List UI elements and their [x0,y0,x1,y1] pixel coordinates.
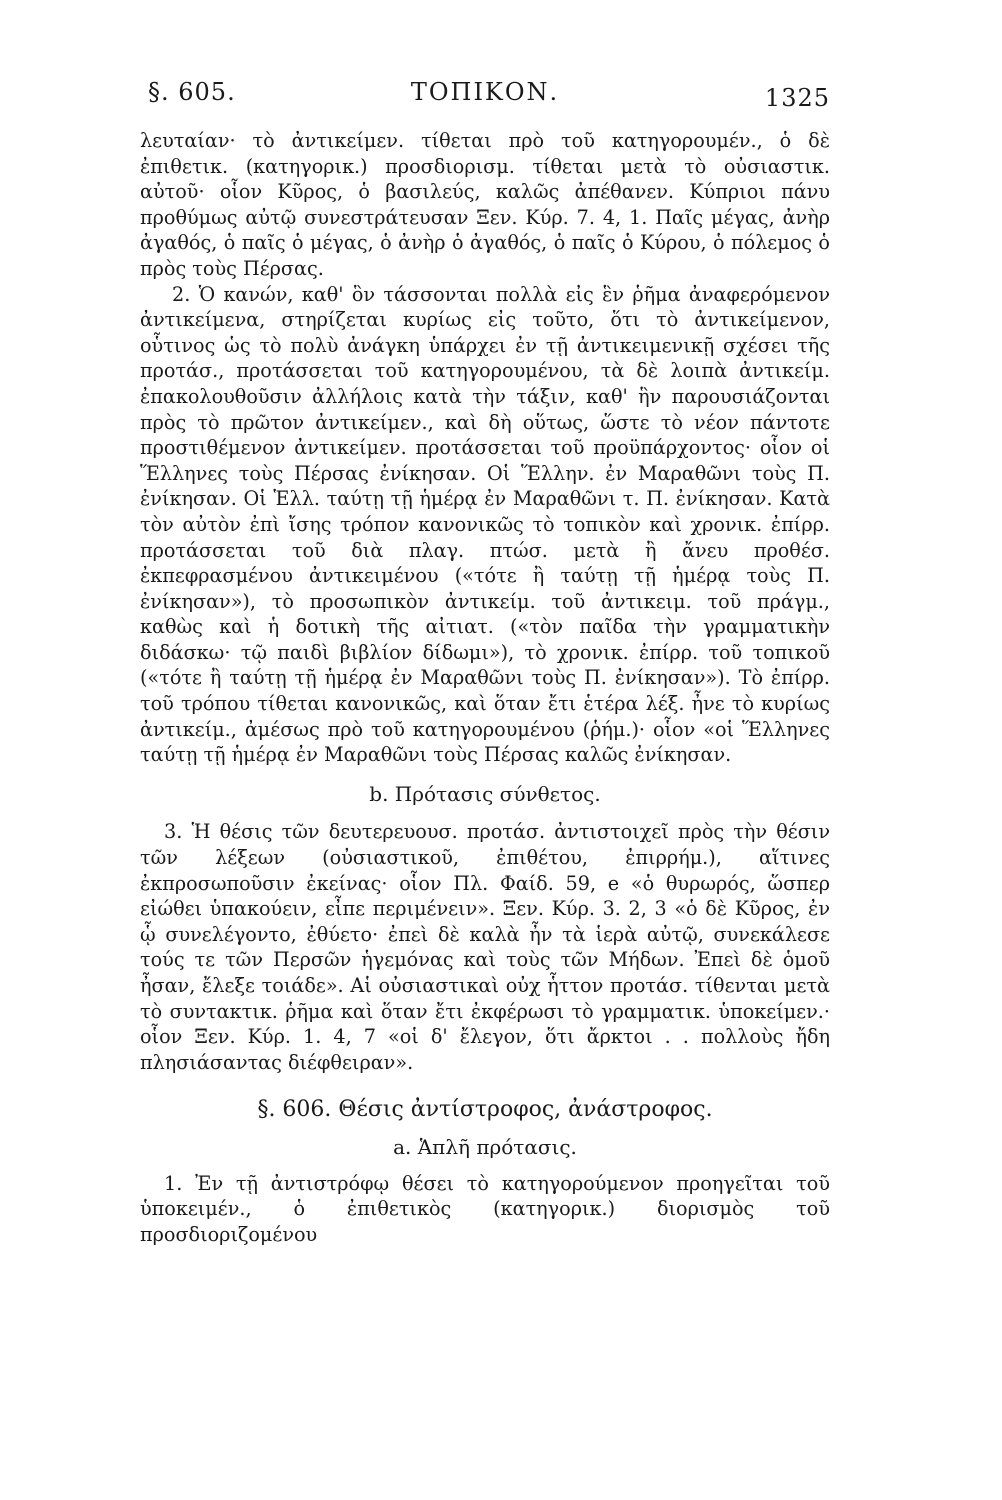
paragraph-2: 2. Ὁ κανών, καθ' ὃν τάσσονται πολλὰ εἰς ἓν ῥῆμα ἀναφερόμενον ἀντικείμενα, στηρίζεται κυρίως εἰς τοῦτο, ὅτι τὸ ἀντικείμενον, οὗτινος ὡς τὸ πολὺ ἀνάγκη ὑπάρχει ἐν τῇ ἀντικειμενικῇ σχέσει τῆς προτάσ., προτάσσεται τοῦ κατηγορουμένου, τὰ δὲ λοιπὰ ἀντικείμ. ἐπακολουθοῦσιν ἀλλήλοις κατὰ τὴν τάξιν, καθ' ἣν παρουσιάζονται πρὸς τὸ πρῶτον ἀντικείμεν., καὶ δὴ οὕτως, ὥστε τὸ νέον πάντοτε προστιθέμενον ἀντικείμεν. προτάσσεται τοῦ προϋπάρχοντος· οἷον οἱ Ἕλληνες τοὺς Πέρσας ἐνίκησαν. Οἱ Ἕλλην. ἐν Μαραθῶνι τοὺς Π. ἐνίκησαν. Οἱ Ἑλλ. ταύτῃ τῇ ἡμέρᾳ ἐν Μαραθῶνι τ. Π. ἐνίκησαν. Κατὰ τὸν αὐτὸν ἐπὶ ἴσης τρόπον κανονικῶς τὸ τοπικὸν καὶ χρονικ. ἐπίρρ. προτάσσεται τοῦ διὰ πλαγ. πτώσ. μετὰ ἢ ἄνευ προθέσ. ἐκπεφρασμένου ἀντικειμένου («τότε ἢ ταύτῃ τῇ ἡμέρᾳ τοὺς Π. ἐνίκησαν»), τὸ προσωπικὸν ἀντικείμ. τοῦ ἀντικειμ. τοῦ πράγμ., καθὼς καὶ ἡ δοτικὴ τῆς αἰτιατ. («τὸν παῖδα τὴν γραμματικὴν διδάσκω· τῷ παιδὶ βιβλίον δίδωμι»), τὸ χρονικ. ἐπίρρ. τοῦ τοπικοῦ («τότε ἢ ταύτῃ τῇ ἡμέρᾳ ἐν Μαραθῶνι τοὺς Π. ἐνίκησαν»). Τὸ ἐπίρρ. τοῦ τρόπου τίθεται κανονικῶς, καὶ ὅταν ἔτι ἑτέρα λέξ. ἦνε τὸ κυρίως ἀντικείμ., ἀμέσως πρὸ τοῦ κατηγορουμένου (ῥήμ.)· οἷον «οἱ Ἕλληνες ταύτῃ τῇ ἡμέρᾳ ἐν Μαραθῶνι τοὺς Πέρσας καλῶς ἐνίκησαν. [140,282,830,767]
section-heading-606: §. 606. Θέσις ἀντίστροφος, ἀνάστροφος. [257,1097,713,1123]
main-text [140,128,830,1247]
subheading-a: a. Ἁπλῆ πρότασις. [393,1134,577,1159]
section-number: §. 605. [148,78,236,106]
paragraph-4: 1. Ἐν τῇ ἀντιστρόφῳ θέσει τὸ κατηγορούμενον προηγεῖται τοῦ ὑποκειμέν., ὁ ἐπιθετικὸς (κατηγορικ.) διορισμὸς τοῦ προσδιοριζομένου [140,1171,830,1246]
subheading-b: b. Πρότασις σύνθετος. [369,781,601,806]
page-title: ΤΟΠΙΚΟΝ. [410,78,560,106]
paragraph-3: 3. Ἡ θέσις τῶν δευτερευουσ. προτάσ. ἀντιστοιχεῖ πρὸς τὴν θέσιν τῶν λέξεων (οὐσιαστικοῦ, ἐπιθέτου, ἐπιρρήμ.), αἵτινες ἐκπροσωποῦσιν ἐκείνας· οἷον Πλ. Φαίδ. 59, e «ὁ θυρωρός, ὥσπερ εἰώθει ὑπακούειν, εἶπε περιμένειν». Ξεν. Κύρ. 3. 2, 3 «ὁ δὲ Κῦρος, ἐν ᾧ συνελέγοντο, ἐθύετο· ἐπεὶ δὲ καλὰ ἦν τὰ ἱερὰ αὐτῷ, συνεκάλεσε τούς τε τῶν Περσῶν ἡγεμόνας καὶ τοὺς τῶν Μήδων. Ἐπεὶ δὲ ὁμοῦ ἦσαν, ἔλεξε τοιάδε». Αἱ οὐσιαστικαὶ οὐχ ἧττον προτάσ. τίθενται μετὰ τὸ συντακτικ. ῥῆμα καὶ ὅταν ἔτι ἐκφέρωσι τὸ γραμματικ. ὑποκείμεν.· οἷον Ξεν. Κύρ. 1. 4, 7 «οἱ δ' ἔλεγον, ὅτι ἄρκτοι . . πολλοὺς ἤδη πλησιάσαντας διέφθειραν». [140,820,830,1074]
paragraph-1: λευταίαν· τὸ ἀντικείμεν. τίθεται πρὸ τοῦ κατηγορουμέν., ὁ δὲ ἐπιθετικ. (κατηγορικ.) προσδιορισμ. τίθεται μετὰ τὸ οὐσιαστικ. αὐτοῦ· οἷον Κῦρος, ὁ βασιλεύς, καλῶς ἀπέθανεν. Κύπριοι πάνυ προθύμως αὐτῷ συνεστράτευσαν Ξεν. Κύρ. 7. 4, 1. Παῖς μέγας, ἀνὴρ ἀγαθός, ὁ παῖς ὁ μέγας, ὁ ἀνὴρ ὁ ἀγαθός, ὁ παῖς ὁ Κύρου, ὁ πόλεμος ὁ πρὸς τοὺς Πέρσας. [140,129,830,280]
running-head [140,78,830,118]
page-number: 1325 [764,84,830,112]
